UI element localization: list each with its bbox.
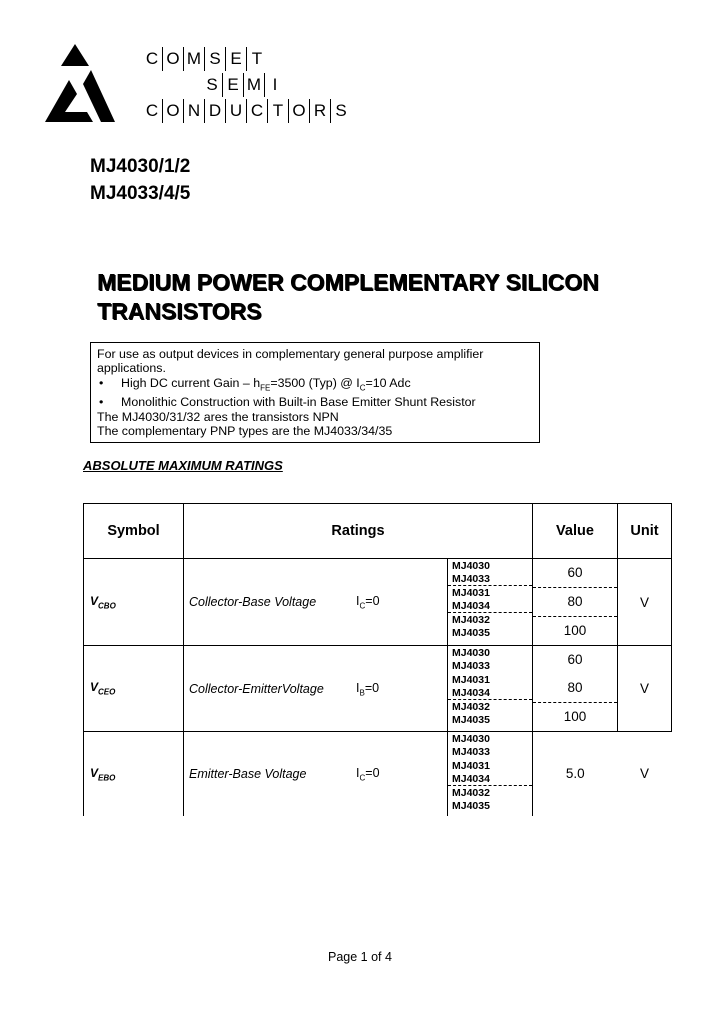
brand-letter: E [226,47,247,71]
model-name: MJ4032 [452,701,490,713]
brand-letter: O [163,99,184,123]
model-name: MJ4031 [452,674,490,686]
brand-letter: T [268,99,289,123]
symbol-sub: EBO [98,772,116,782]
npn-note: The MJ4030/31/32 ares the transistors NPN [97,409,339,424]
model-group [448,673,532,700]
symbol-cell [84,559,184,646]
condition-value: =0 [364,680,380,695]
value: 60 [567,652,583,667]
part-number-npn: MJ4030/1/2 [90,156,191,177]
model-name: MJ4035 [452,714,490,726]
brand-letter: D [205,99,226,123]
comset-logo-icon [45,44,115,124]
brand-letter: E [223,73,244,97]
model-name: MJ4030 [452,560,490,572]
value-cell [533,646,618,732]
ratings-table [83,503,672,816]
value: 60 [533,559,617,588]
gain-sub: FE [260,383,271,393]
title-line-2: TRANSISTORS [97,298,262,324]
table-row [84,559,672,646]
header-ratings: Ratings [184,504,533,559]
condition-symbol: I [356,765,360,780]
brand-letter: U [226,99,247,123]
value: 100 [563,623,587,638]
value: 80 [533,588,617,617]
brand-letter: R [310,99,331,123]
symbol-sub: CBO [98,601,116,611]
model-name: MJ4030 [452,733,490,745]
model-name: MJ4030 [452,647,490,659]
header-symbol: Symbol [84,504,184,559]
brand-line-2 [142,72,351,98]
brand-letter: M [244,73,265,97]
brand-line-3 [142,98,351,124]
condition [356,594,380,611]
model-name: MJ4031 [452,587,490,599]
model-name: MJ4035 [452,627,490,639]
table-row [84,646,672,732]
model-name: MJ4034 [452,773,490,785]
condition-symbol: I [356,680,360,695]
condition [356,680,379,697]
model-group [448,759,532,786]
brand-letter: I [272,75,278,94]
symbol-cell [84,732,184,816]
condition-value: =0 [365,765,380,780]
model-group [448,700,532,727]
pnp-note: The complementary PNP types are the MJ4033/34/35 [97,423,393,438]
rating-cell [184,646,448,732]
brand-letter: S [335,101,347,120]
page-number: Page 1 of 4 [328,950,392,964]
value: 100 [563,709,587,724]
model-group [448,586,532,613]
brand-letter: O [289,99,310,123]
model-name: MJ4032 [452,614,490,626]
model-name: MJ4033 [452,573,490,585]
value: 5.0 [565,765,585,781]
bullet-construction: • Monolithic Construction with Built-in Base Emitter Shunt Resistor [97,395,539,409]
section-title: ABSOLUTE MAXIMUM RATINGS [83,458,283,473]
gain-text-mid: =3500 (Typ) @ I [270,375,360,390]
model-name: MJ4034 [452,687,490,699]
brand-letter: O [163,47,184,71]
page-title [97,268,697,326]
value-cell [533,732,618,816]
table-row [84,732,672,816]
model-group [448,786,532,813]
value-cell [533,559,618,646]
brand-letter: M [184,47,205,71]
rating-label: Emitter-Base Voltage [189,766,307,781]
condition [356,766,380,783]
model-group [448,559,532,586]
model-group [448,613,532,640]
value: 80 [533,674,617,703]
rating-label: Collector-Base Voltage [189,595,317,609]
condition-sub: C [359,773,366,782]
brand-letter: C [247,99,268,123]
brand-line-1 [142,46,351,72]
unit-cell: V [639,766,649,782]
description-box [90,342,540,443]
part-number-pnp: MJ4033/4/5 [90,183,191,204]
table-header-row [84,504,672,559]
model-name: MJ4035 [452,800,490,812]
symbol: V [90,765,99,780]
symbol-cell [84,646,184,732]
model-name: MJ4033 [452,660,490,672]
model-name: MJ4031 [452,760,490,772]
brand-letter: N [184,99,205,123]
description-intro: For use as output devices in complementary general purpose amplifier applications. [97,347,484,376]
model-name: MJ4034 [452,600,490,612]
brand-letter: S [202,73,223,97]
condition-symbol: I [356,593,360,608]
brand-letter: T [251,49,263,68]
unit-cell: V [618,559,672,646]
brand-wordmark [142,46,351,124]
gain-text: High DC current Gain – h [121,375,261,390]
symbol: V [90,680,99,695]
brand-letter: C [142,47,163,71]
brand-letter: C [142,99,163,123]
model-name: MJ4033 [452,746,490,758]
gain-text-post: =10 Adc [365,375,411,390]
rating-cell [184,559,448,646]
model-group [448,646,532,673]
rating-label: Collector-EmitterVoltage [189,681,324,696]
brand-letter: S [205,47,226,71]
unit-cell: V [618,646,672,732]
condition-sub: C [359,601,366,611]
rating-cell [184,732,448,816]
models-cell [448,646,533,732]
header-unit: Unit [618,504,672,559]
condition-sub: B [359,687,365,697]
symbol-sub: CEO [98,687,116,697]
model-group [448,732,532,759]
title-line-1: MEDIUM POWER COMPLEMENTARY SILICON [97,269,599,295]
model-name: MJ4032 [452,787,490,799]
models-cell [448,732,533,816]
bullet-gain [97,376,539,396]
header-value: Value [533,504,618,559]
models-cell [448,559,533,646]
condition-value: =0 [365,593,380,608]
gain-sub-c: C [359,383,366,393]
symbol: V [90,593,99,608]
